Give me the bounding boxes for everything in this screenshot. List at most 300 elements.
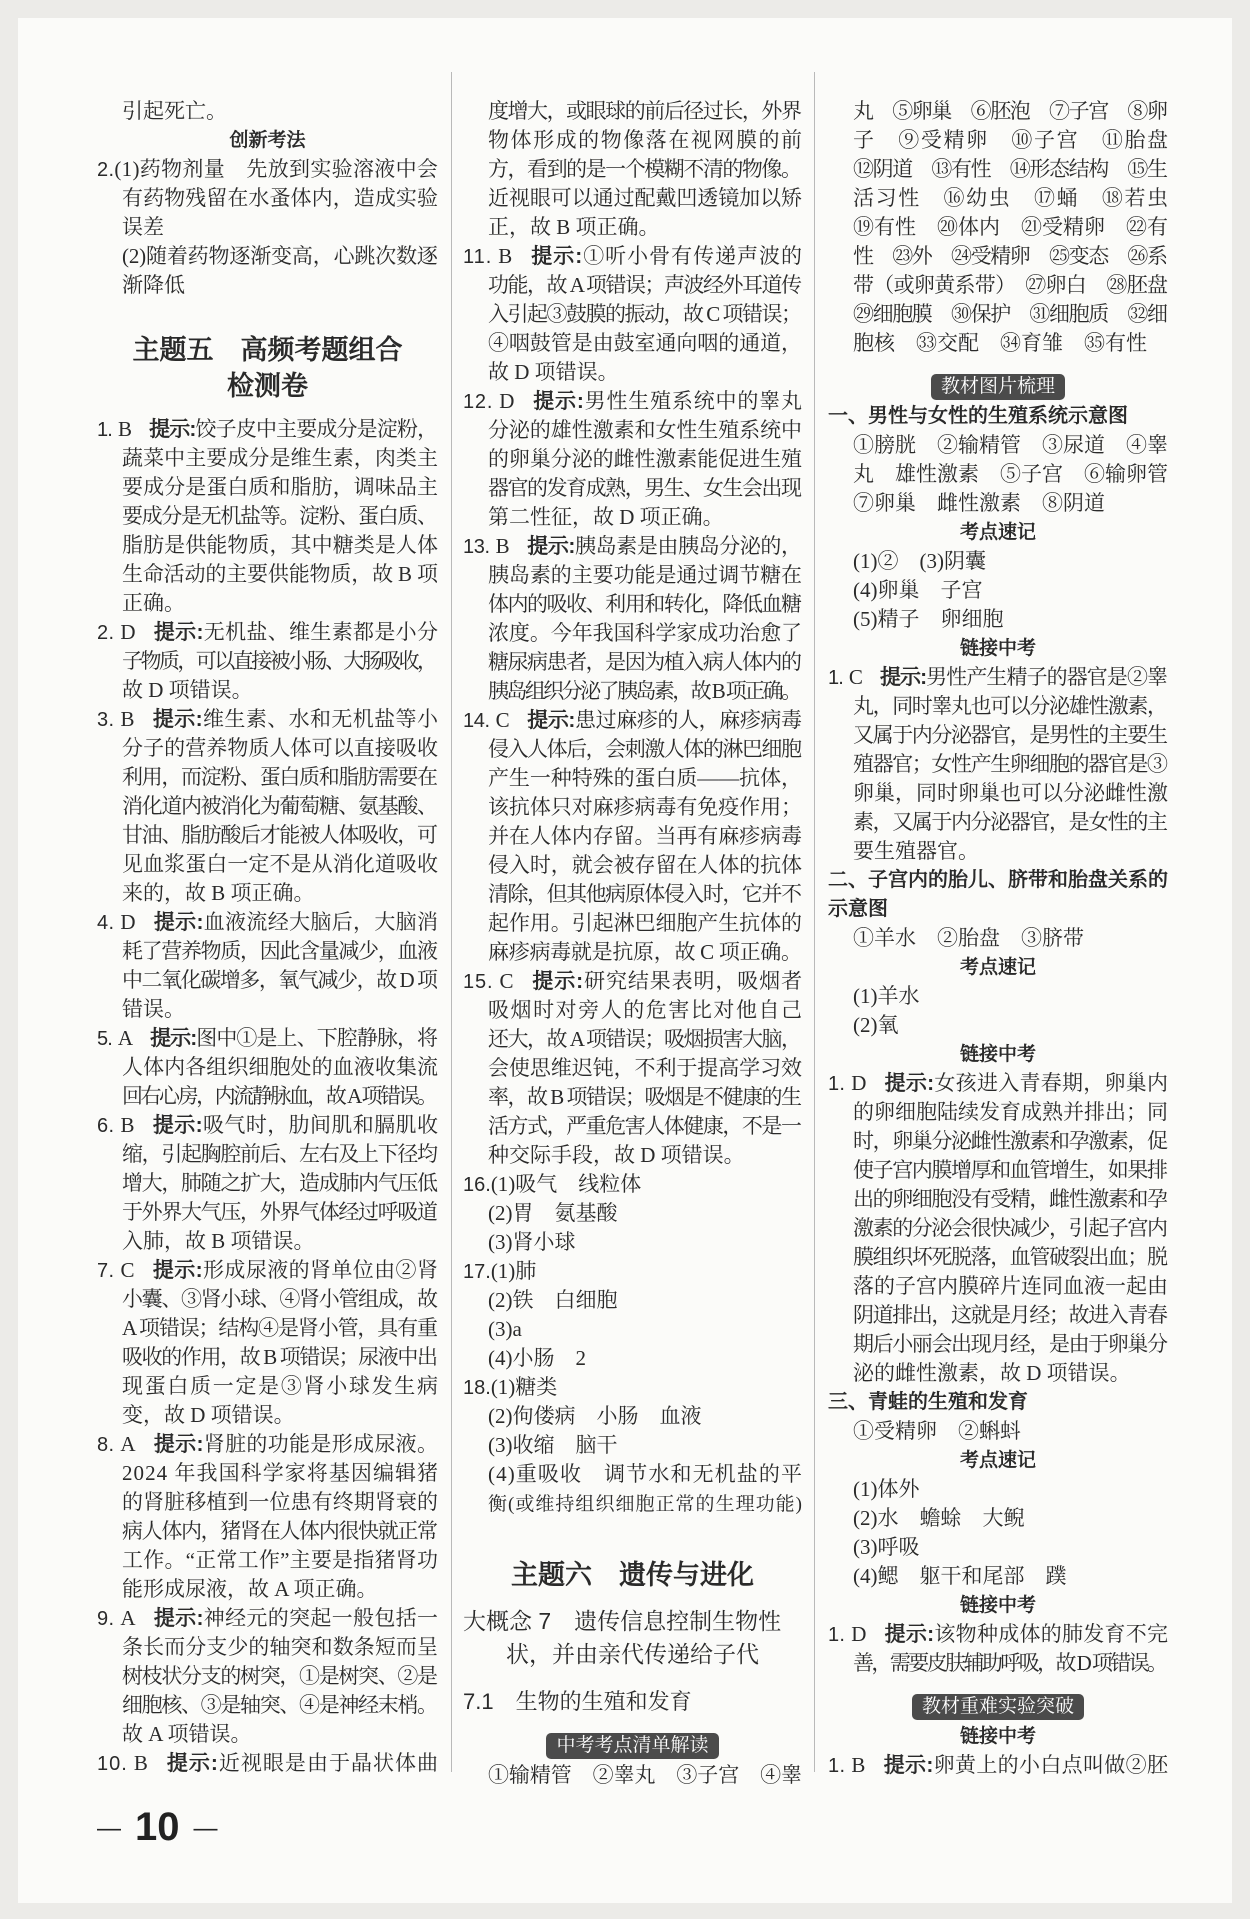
text-line xyxy=(828,1011,1168,1040)
subheading: 创新考法 xyxy=(229,130,306,151)
line-content: 近视眼可以通过配戴凹透镜加以矫 xyxy=(488,186,802,210)
text-line xyxy=(828,489,1168,518)
text-line xyxy=(97,647,438,676)
hint-label: 提示: xyxy=(149,418,196,441)
hint-label: 提示: xyxy=(153,621,204,644)
text-line xyxy=(828,1214,1168,1243)
line-content: 还大，故 A 项错误；吸烟损害大脑， xyxy=(488,1027,801,1051)
subheading: 链接中考 xyxy=(959,638,1036,659)
line-content: 误差 xyxy=(122,215,164,239)
line-content: (4)卵巢 子宫 xyxy=(853,578,983,602)
line-content: 能形成尿液，故 A 项正确。 xyxy=(122,1577,378,1601)
line-content: 甘油、脂肪酸后才能被人体吸收，可 xyxy=(122,823,437,847)
item-number: 16. xyxy=(463,1174,491,1196)
line-content: (3)a xyxy=(488,1317,522,1341)
answer-item xyxy=(828,663,1168,866)
section-badge xyxy=(828,373,1168,402)
answer-choice: D xyxy=(120,910,136,934)
text-block xyxy=(828,982,1168,1040)
section-heading xyxy=(828,1388,1168,1417)
answer-item xyxy=(463,1373,802,1518)
text-line xyxy=(828,1069,1168,1098)
hint-label: 提示: xyxy=(527,709,576,732)
line-content xyxy=(97,1749,439,1779)
text-line xyxy=(97,879,438,908)
text-line xyxy=(463,1025,802,1054)
text-line xyxy=(97,1053,438,1082)
subheading: 链接中考 xyxy=(959,1726,1036,1747)
item-text: 形成尿液的肾单位由②肾 xyxy=(203,1258,439,1282)
answer-choice: B xyxy=(120,707,135,731)
line-content: 卵巢，同时卵巢也可以分泌雌性激 xyxy=(853,781,1168,805)
text-line xyxy=(97,271,438,300)
text-block xyxy=(463,1761,802,1790)
line-content: 器官的发育成熟，男生、女生会出现 xyxy=(488,476,801,500)
line-content: 清除，但其他病原体侵入时，它并不 xyxy=(488,882,801,906)
text-line xyxy=(97,1430,438,1459)
line-content: 故 A 项错误。 xyxy=(122,1722,252,1746)
text-line xyxy=(828,1562,1168,1591)
answer-choice: B xyxy=(495,534,510,558)
subheading: 链接中考 xyxy=(959,1044,1036,1065)
item-text: 该物种成体的肺发育不完 xyxy=(934,1622,1169,1646)
line-content: 泌的雌性激素，故 D 项错误。 xyxy=(853,1361,1131,1385)
text-line xyxy=(97,1372,438,1401)
line-content: 使子宫内膜增厚和血管增生，如果排 xyxy=(853,1158,1167,1182)
text-line xyxy=(463,358,802,387)
text-line xyxy=(828,1301,1168,1330)
hint-label: 提示: xyxy=(532,970,585,993)
line-content: ①羊水 ②胎盘 ③脐带 xyxy=(853,926,1084,950)
line-content: 起作用。引起淋巴细胞产生抗体的 xyxy=(488,911,802,935)
text-block xyxy=(828,431,1168,518)
text-line xyxy=(828,547,1168,576)
text-line xyxy=(463,1489,802,1518)
text-line xyxy=(463,706,802,735)
text-line xyxy=(97,618,438,647)
line-content: 丸 雄性激素 ⑤子宫 ⑥输卵管 xyxy=(853,462,1168,486)
item-number: 6. xyxy=(97,1115,115,1137)
text-line xyxy=(828,1475,1168,1504)
line-content xyxy=(97,705,438,735)
item-number: 11. xyxy=(463,246,493,268)
line-content: 子 ⑨受精卵 ⑩子宫 ⑪胎盘 xyxy=(853,128,1170,152)
line-content xyxy=(97,618,438,648)
line-content: 又属于内分泌器官，是男性的主要生 xyxy=(853,723,1167,747)
section-badge xyxy=(463,1732,802,1761)
text-line xyxy=(828,1417,1168,1446)
answer-choice: D xyxy=(851,1622,867,1646)
text-line xyxy=(97,1111,438,1140)
line-content xyxy=(463,706,802,736)
line-content: ①膀胱 ②输精管 ③尿道 ④睾 xyxy=(853,433,1168,457)
line-content xyxy=(463,532,802,562)
page-number xyxy=(97,1805,218,1850)
text-line xyxy=(97,1662,438,1691)
line-content: 蔬菜中主要成分是维生素，肉类主 xyxy=(122,446,439,470)
line-content xyxy=(828,663,1167,693)
line-content: 性 ㉓外 ㉔受精卵 ㉕变态 ㉖系 xyxy=(853,244,1167,268)
text-line xyxy=(97,937,438,966)
hint-label: 提示: xyxy=(150,1027,197,1050)
item-number: 10. xyxy=(97,1753,128,1775)
line-content: 来的，故 B 项正确。 xyxy=(122,881,315,905)
text-line xyxy=(828,1330,1168,1359)
line-content: 期后小丽会出现月经，是由于卵巢分 xyxy=(853,1332,1167,1356)
line-content: ①输精管 ②睾丸 ③子宫 ④睾 xyxy=(488,1763,802,1787)
text-block xyxy=(828,97,1168,358)
item-text: 肾脏的功能是形成尿液。 xyxy=(203,1432,439,1456)
line-content: (5)精子 卵细胞 xyxy=(853,607,1004,631)
text-line xyxy=(828,808,1168,837)
text-line xyxy=(97,97,438,126)
answer-item xyxy=(463,967,802,1170)
line-content: 素，又属于内分泌器官，是女性的主 xyxy=(853,810,1167,834)
concept-line: 状，并由亲代传递给子代 xyxy=(506,1641,759,1667)
subheading: 链接中考 xyxy=(959,1595,1036,1616)
item-number: 8. xyxy=(97,1434,115,1456)
line-content: 并在人体内存留。当再有麻疹病毒 xyxy=(488,824,802,848)
text-line xyxy=(97,589,438,618)
text-line xyxy=(828,242,1168,271)
line-content xyxy=(828,1069,1168,1099)
answer-item xyxy=(97,155,438,242)
section-heading-text: 示意图 xyxy=(828,898,888,920)
column-divider xyxy=(814,72,815,1772)
line-content: ㉙细胞膜 ㉚保护 ㉛细胞质 ㉜细 xyxy=(853,302,1167,326)
text-line xyxy=(97,1401,438,1430)
text-line xyxy=(463,1402,802,1431)
text-line xyxy=(97,821,438,850)
line-content: 条长而分支少的轴突和数条短而呈 xyxy=(122,1635,439,1659)
line-content xyxy=(463,387,803,417)
line-content: 时，卵巢分泌雌性激素和孕激素，促 xyxy=(853,1129,1167,1153)
text-line xyxy=(97,1256,438,1285)
line-content: 见血浆蛋白一定不是从消化道吸收 xyxy=(122,852,439,876)
line-content: 要成分是无机盐等。淀粉、蛋白质、 xyxy=(122,504,437,528)
item-number: 18. xyxy=(463,1377,491,1399)
text-block xyxy=(97,242,438,300)
text-line xyxy=(463,387,802,416)
text-line xyxy=(463,619,802,648)
line-content: ①受精卵 ②蝌蚪 xyxy=(853,1419,1021,1443)
line-content: ⑲有性 ⑳体内 ㉑受精卵 ㉒有 xyxy=(853,215,1168,239)
text-line xyxy=(828,460,1168,489)
text-line xyxy=(97,1459,438,1488)
line-content: 要生殖器官。 xyxy=(853,839,979,863)
text-line xyxy=(463,1112,802,1141)
answer-choice: C xyxy=(848,665,862,689)
line-content: (3)肾小球 xyxy=(488,1230,576,1254)
hint-label: 提示: xyxy=(884,1623,935,1646)
text-line xyxy=(97,184,438,213)
subheading: 考点速记 xyxy=(959,1450,1036,1471)
text-line xyxy=(97,1749,438,1778)
text-line xyxy=(97,1343,438,1372)
text-line xyxy=(463,1141,802,1170)
text-line xyxy=(97,560,438,589)
line-content: 衡(或维持组织细胞正常的生理功能) xyxy=(488,1494,803,1515)
text-line xyxy=(463,909,802,938)
text-line xyxy=(463,938,802,967)
text-line xyxy=(97,531,438,560)
text-line xyxy=(97,1198,438,1227)
item-number: 1. xyxy=(828,1755,846,1777)
page-dash: — xyxy=(97,1815,121,1842)
item-text: 研究结果表明，吸烟者 xyxy=(584,969,803,993)
line-content: 麻疹病毒就是抗原，故 C 项正确。 xyxy=(488,940,802,964)
line-content: 活习性 ⑯幼虫 ⑰蛹 ⑱若虫 xyxy=(853,186,1170,210)
line-content: 分泌的雄性激素和女性生殖系统中 xyxy=(488,418,802,442)
text-line xyxy=(828,184,1168,213)
line-content: 丸 ⑤卵巢 ⑥胚泡 ⑦子宫 ⑧卵 xyxy=(853,99,1167,123)
text-line xyxy=(463,1199,802,1228)
item-text: (1)药物剂量 先放到实验溶液中会 xyxy=(114,157,439,181)
text-line xyxy=(97,1140,438,1169)
line-content: (4)重吸收 调节水和无机盐的平 xyxy=(488,1462,804,1486)
line-content: 故 D 项错误。 xyxy=(122,678,253,702)
line-content: 入肺，故 B 项错误。 xyxy=(122,1229,315,1253)
text-line xyxy=(463,996,802,1025)
line-content: 利用，而淀粉、蛋白质和脂肪需要在 xyxy=(122,765,437,789)
text-line xyxy=(97,1546,438,1575)
text-line xyxy=(97,415,438,444)
text-line xyxy=(828,779,1168,808)
item-number: 9. xyxy=(97,1608,115,1630)
answer-item xyxy=(463,387,802,532)
badge-label: 教材图片梳理 xyxy=(931,374,1065,400)
answer-item xyxy=(97,1430,438,1604)
text-line xyxy=(463,126,802,155)
line-content: 子物质，可以直接被小肠、大肠吸收， xyxy=(122,649,436,673)
item-text: 卵黄上的小白点叫做②胚 xyxy=(933,1753,1169,1777)
section-heading-text: 三、青蛙的生殖和发育 xyxy=(828,1391,1028,1413)
line-content: 激素的分泌会很快减少，引起子宫内 xyxy=(853,1216,1167,1240)
topic-title xyxy=(97,332,438,404)
line-content: (4)小肠 2 xyxy=(488,1346,586,1370)
text-line xyxy=(463,880,802,909)
concept-heading xyxy=(463,1605,802,1671)
text-line xyxy=(463,1286,802,1315)
text-line xyxy=(97,1720,438,1749)
item-number: 4. xyxy=(97,912,115,934)
line-content: (1)② (3)阴囊 xyxy=(853,549,986,573)
hint-label: 提示: xyxy=(533,390,585,413)
line-content: 侵入时，就会被存留在人体的抗体 xyxy=(488,853,802,877)
item-text: 维生素、水和无机盐等小 xyxy=(203,707,439,731)
answer-item xyxy=(828,1069,1168,1388)
hint-label: 提示: xyxy=(152,1114,204,1137)
line-content: 细胞核、③是轴突、④是神经末梢。 xyxy=(122,1693,437,1717)
item-number: 2. xyxy=(97,622,115,644)
answer-choice: B xyxy=(117,417,132,441)
text-line xyxy=(828,126,1168,155)
item-text: 胰岛素是由胰岛分泌的， xyxy=(575,534,802,558)
hint-label: 提示: xyxy=(531,245,584,268)
badge-label: 中考考点清单解读 xyxy=(546,1733,718,1759)
item-number: 5. xyxy=(97,1028,112,1050)
line-content: 正，故 B 项正确。 xyxy=(488,215,660,239)
line-content: ④咽鼓管是由鼓室通向咽的通道， xyxy=(488,331,802,355)
item-number: 14. xyxy=(463,710,490,732)
text-line xyxy=(97,1691,438,1720)
text-line xyxy=(463,1431,802,1460)
line-content: 浓度。今年我国科学家成功治愈了 xyxy=(488,621,802,645)
line-content xyxy=(463,967,803,997)
line-content: 带（或卵黄系带） ㉗卵白 ㉘胚盘 xyxy=(853,273,1168,297)
text-line xyxy=(463,416,802,445)
title-line: 主题五 高频考题组合 xyxy=(132,335,403,365)
line-content: 出的卵细胞没有受精，雌性激素和孕 xyxy=(853,1187,1167,1211)
text-block xyxy=(828,1417,1168,1446)
subheading: 考点速记 xyxy=(959,522,1036,543)
section-heading xyxy=(828,402,1168,431)
line-content: 体内的吸收、利用和转化，降低血糖 xyxy=(488,592,801,616)
line-content: 该抗体只对麻疹病毒有免疫作用； xyxy=(488,795,802,819)
line-content: 引起死亡。 xyxy=(122,99,227,123)
text-line xyxy=(828,1359,1168,1388)
answer-item xyxy=(463,532,802,706)
text-line xyxy=(97,1285,438,1314)
answer-choice: C xyxy=(120,1258,135,1282)
text-line xyxy=(463,532,802,561)
text-line xyxy=(828,300,1168,329)
text-line xyxy=(828,837,1168,866)
line-content: 消化道内被消化为葡萄糖、氨基酸、 xyxy=(122,794,437,818)
page-dash: — xyxy=(193,1815,218,1842)
text-line xyxy=(463,503,802,532)
text-line xyxy=(828,1533,1168,1562)
section-heading-text: 一、男性与女性的生殖系统示意图 xyxy=(828,405,1128,427)
text-line xyxy=(463,793,802,822)
text-block xyxy=(828,547,1168,634)
line-content: (4)鳃 躯干和尾部 蹼 xyxy=(853,1564,1067,1588)
line-content: 糖尿病患者，是因为植入病人体内的 xyxy=(488,650,801,674)
answer-item xyxy=(97,618,438,705)
line-content: (2)随着药物逐渐变高，心跳次数逐 xyxy=(122,244,438,268)
line-content: 树枝状分支的树突，①是树突、②是 xyxy=(122,1664,437,1688)
answer-choice: B xyxy=(120,1113,135,1137)
text-line xyxy=(97,676,438,705)
answer-choice: C xyxy=(499,969,515,993)
line-content: 要成分是蛋白质和脂肪，调味品主 xyxy=(122,475,439,499)
line-content: 胞核 ㉝交配 ㉞育雏 ㉟有性 xyxy=(853,331,1147,355)
item-number: 1. xyxy=(828,1624,846,1646)
item-number: 17. xyxy=(463,1261,491,1283)
answer-item xyxy=(97,1111,438,1256)
text-line xyxy=(97,1575,438,1604)
text-line xyxy=(828,924,1168,953)
text-line xyxy=(828,155,1168,184)
answer-choice: B xyxy=(133,1751,149,1775)
section-heading xyxy=(828,895,1168,924)
text-line xyxy=(828,692,1168,721)
text-line xyxy=(828,1649,1168,1678)
line-content xyxy=(97,1430,438,1460)
section-heading: 7.1 生物的生殖和发育 xyxy=(463,1689,692,1714)
text-line xyxy=(828,1272,1168,1301)
text-line xyxy=(828,750,1168,779)
text-line xyxy=(463,967,802,996)
line-content xyxy=(97,1604,438,1634)
item-text: 血液流经大脑后，大脑消 xyxy=(203,910,439,934)
text-line xyxy=(97,908,438,937)
line-content: 方，看到的是一个模糊不清的物像。 xyxy=(488,157,801,181)
text-line xyxy=(97,1604,438,1633)
answer-choice: A xyxy=(120,1432,136,1456)
line-content: 率，故 B 项错误；吸烟是不健康的生 xyxy=(488,1085,801,1109)
line-content: 功能，故 A 项错误；声波经外耳道传 xyxy=(488,273,801,297)
line-content xyxy=(828,1751,1168,1781)
item-text: 近视眼是由于晶状体曲 xyxy=(218,1751,440,1775)
line-content: (3)收缩 脑干 xyxy=(488,1433,618,1457)
text-line xyxy=(463,735,802,764)
item-number: 2. xyxy=(97,159,115,181)
text-block xyxy=(828,924,1168,953)
hint-label: 提示: xyxy=(153,911,204,934)
text-line xyxy=(828,97,1168,126)
text-line xyxy=(463,474,802,503)
text-line xyxy=(463,213,802,242)
item-text: (1)糖类 xyxy=(490,1375,558,1399)
answer-choice: D xyxy=(120,620,136,644)
line-content: 阴道排出，这就是月经；故进入青春 xyxy=(853,1303,1167,1327)
text-line xyxy=(97,1488,438,1517)
answer-item xyxy=(97,1604,438,1749)
answer-item xyxy=(463,1170,802,1257)
line-content xyxy=(828,1620,1168,1650)
line-content: 胰岛素的主要功能是通过调节糖在 xyxy=(488,563,802,587)
text-line xyxy=(828,431,1168,460)
line-content: ⑦卵巢 雌性激素 ⑧阴道 xyxy=(853,491,1105,515)
text-line xyxy=(828,1504,1168,1533)
text-line xyxy=(828,1156,1168,1185)
answer-item xyxy=(463,242,802,387)
hint-label: 提示: xyxy=(879,666,927,689)
item-text: 男性生殖系统中的睾丸 xyxy=(584,389,803,413)
text-line xyxy=(97,1082,438,1111)
item-text: 女孩进入青春期，卵巢内 xyxy=(934,1071,1169,1095)
text-line xyxy=(463,851,802,880)
line-content: 变，故 D 项错误。 xyxy=(122,1403,295,1427)
subheading: 考点速记 xyxy=(959,957,1036,978)
answer-choice: A xyxy=(120,1606,136,1630)
answer-item xyxy=(97,1024,438,1111)
line-content: 分子的营养物质人体可以直接吸收 xyxy=(122,736,439,760)
item-number: 7. xyxy=(97,1260,115,1282)
answer-choice: B xyxy=(498,244,514,268)
line-content: (2)胃 氨基酸 xyxy=(488,1201,618,1225)
text-line xyxy=(463,1083,802,1112)
line-content xyxy=(97,155,438,185)
text-line xyxy=(828,605,1168,634)
line-content: 吸收的作用，故 B 项错误；尿液中出 xyxy=(122,1345,437,1369)
text-line xyxy=(463,445,802,474)
answer-choice: D xyxy=(851,1071,867,1095)
line-content xyxy=(463,1170,641,1200)
column-middle xyxy=(463,97,802,1790)
line-content: 2024 年我国科学家将基因编辑猪 xyxy=(122,1461,440,1485)
answer-item xyxy=(463,706,802,967)
line-content xyxy=(463,242,803,272)
item-text: 无机盐、维生素都是小分 xyxy=(203,620,439,644)
item-text: 吸气时，肋间肌和膈肌收 xyxy=(203,1113,439,1137)
text-line xyxy=(463,300,802,329)
answer-choice: A xyxy=(117,1026,133,1050)
line-content: (2)佝偻病 小肠 血液 xyxy=(488,1404,702,1428)
text-line xyxy=(97,1517,438,1546)
line-content: 渐降低 xyxy=(122,273,185,297)
